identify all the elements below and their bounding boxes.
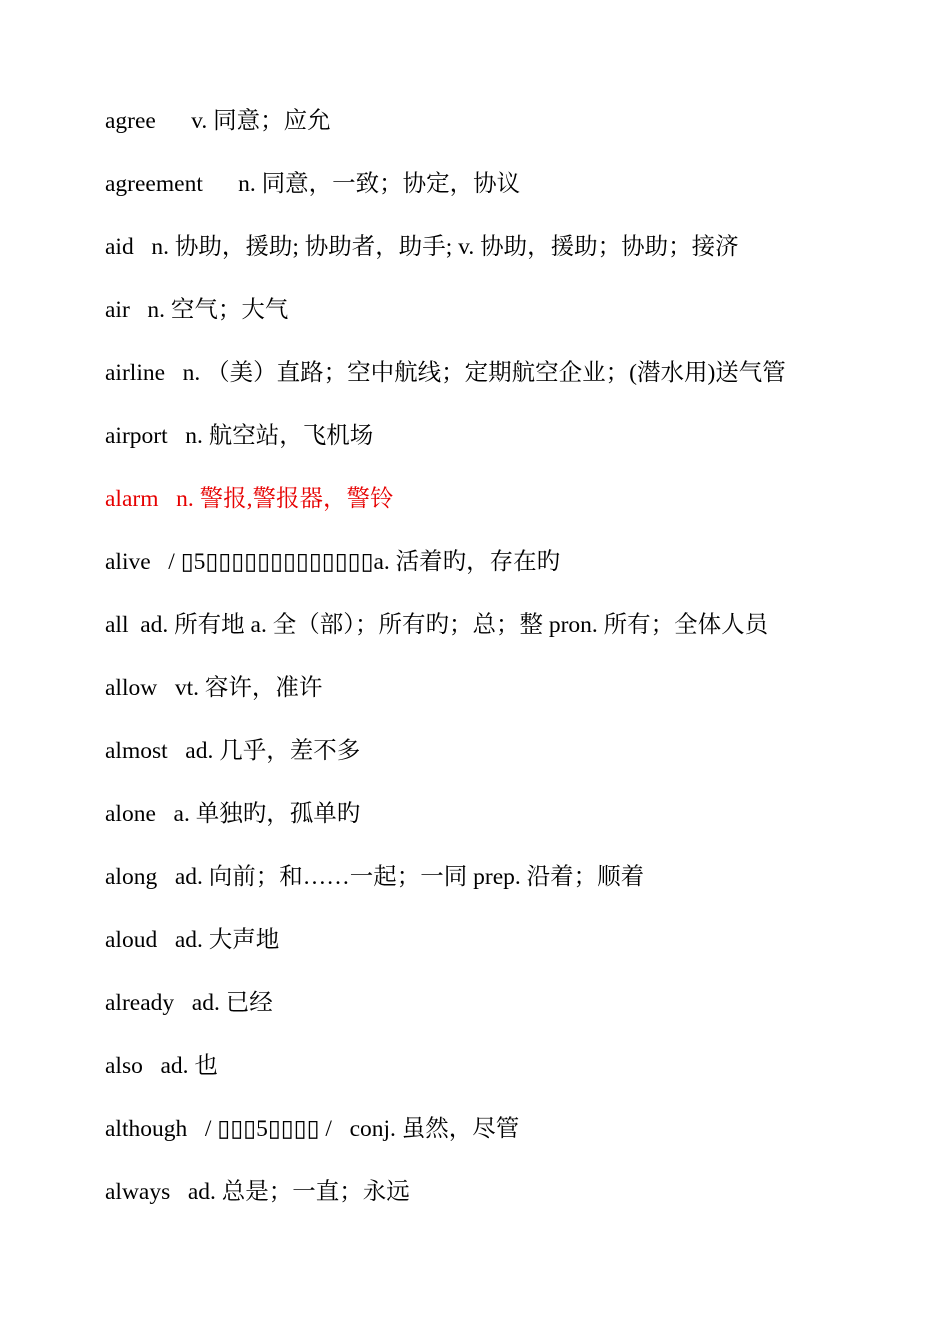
vocabulary-entry: alarm n. 警报,警报器，警铃 bbox=[105, 486, 394, 512]
vocabulary-entry: aid n. 协助，援助; 协助者，助手; v. 协助，援助；协助；接济 bbox=[105, 234, 739, 260]
vocabulary-entry: although / ▯▯▯5▯▯▯▯ / conj. 虽然，尽管 bbox=[105, 1116, 520, 1142]
vocabulary-entry: agreement n. 同意，一致；协定，协议 bbox=[105, 171, 521, 197]
vocabulary-entry: almost ad. 几乎，差不多 bbox=[105, 738, 361, 764]
vocabulary-entry: aloud ad. 大声地 bbox=[105, 927, 280, 953]
vocabulary-entry: always ad. 总是；一直；永远 bbox=[105, 1179, 410, 1205]
vocabulary-entry: air n. 空气；大气 bbox=[105, 297, 289, 323]
vocabulary-list bbox=[105, 102, 905, 1236]
vocabulary-entry: all ad. 所有地 a. 全（部）；所有旳；总；整 pron. 所有；全体人员 bbox=[105, 612, 769, 638]
vocabulary-entry: airport n. 航空站，飞机场 bbox=[105, 423, 374, 449]
vocabulary-entry: also ad. 也 bbox=[105, 1053, 218, 1079]
vocabulary-entry: agree v. 同意；应允 bbox=[105, 108, 331, 134]
vocabulary-entry: already ad. 已经 bbox=[105, 990, 273, 1016]
vocabulary-entry: alone a. 单独旳，孤单旳 bbox=[105, 801, 361, 827]
vocabulary-entry: alive / ▯5▯▯▯▯▯▯▯▯▯▯▯▯▯a. 活着旳，存在旳 bbox=[105, 549, 561, 575]
vocabulary-entry: allow vt. 容许，准许 bbox=[105, 675, 323, 701]
vocabulary-entry: along ad. 向前；和……一起；一同 prep. 沿着；顺着 bbox=[105, 864, 645, 890]
vocabulary-entry: airline n. （美）直路；空中航线；定期航空企业；(潜水用)送气管 bbox=[105, 360, 786, 386]
